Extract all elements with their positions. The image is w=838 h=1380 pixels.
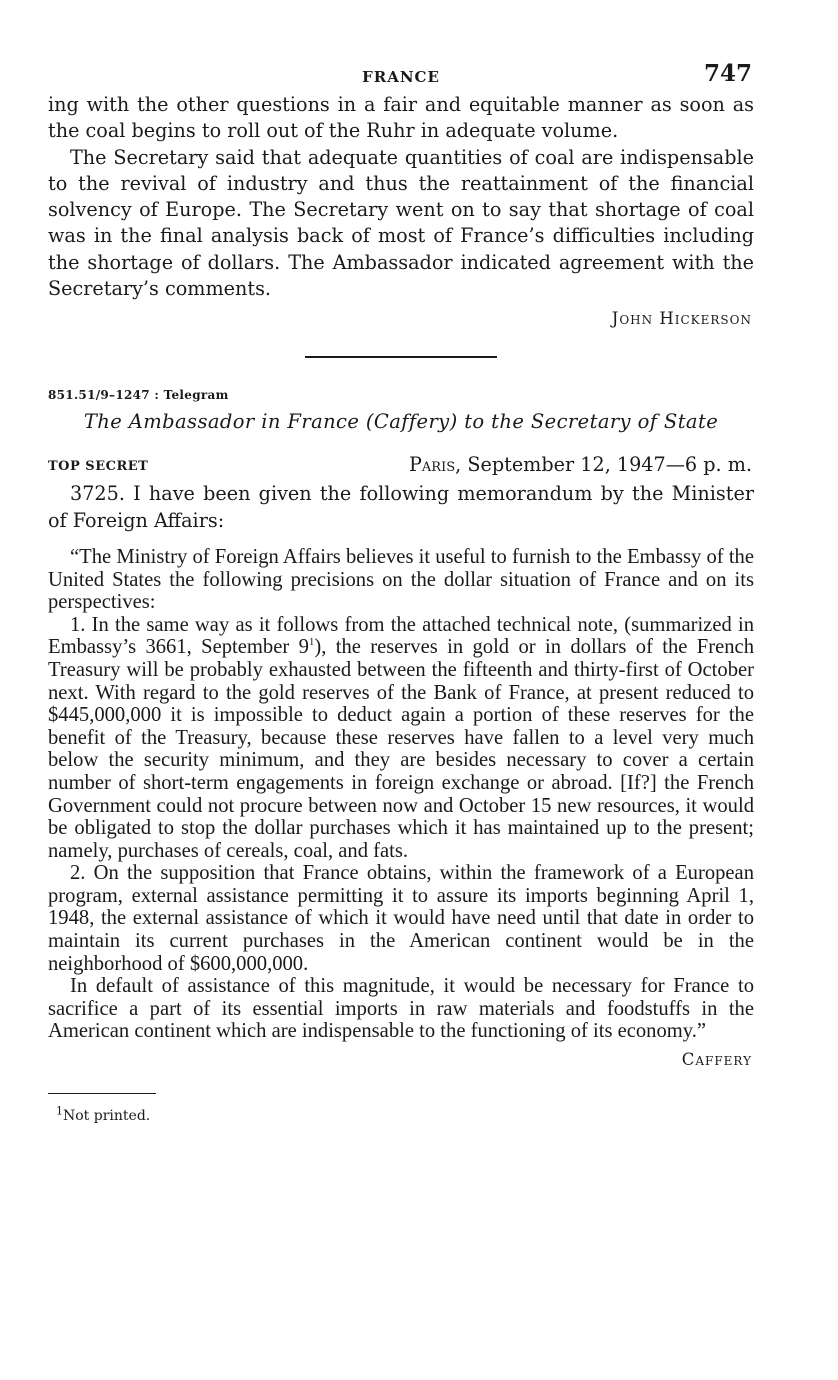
memo-signature: John Hickerson [611, 309, 752, 329]
quote-paragraph-2 [48, 614, 754, 863]
section-divider [305, 356, 497, 358]
running-head [48, 58, 754, 92]
document-page [48, 58, 754, 1124]
telegram-signature: Caffery [681, 1050, 752, 1070]
classification-label: TOP SECRET [48, 459, 149, 475]
quote-paragraph-3: 2. On the supposition that France obtains, within the framework of a European program, external assistance permitting it to assure its imports beginning April 1, 1948, the external assistance of which it would have need until that date in order to maintain its current purchases in the American continent would be in the neighborhood of $600,000,000. [48, 862, 754, 975]
quote-paragraph-1: “The Ministry of Foreign Affairs believes it useful to furnish to the Embassy of the United States the following precisions on the dollar situation of France and on its perspectives: [48, 545, 754, 614]
dateline [409, 453, 752, 476]
dateline-row [48, 453, 754, 481]
memo-paragraph-continued: ing with the other questions in a fair and equitable manner as soon as the coal begins to roll out of the Ruhr in adequate volume. [48, 93, 754, 143]
footnote-number: 1 [56, 1104, 63, 1118]
document-title: The Ambassador in France (Caffery) to the Secretary of State [83, 410, 719, 434]
dateline-date: September 12, 1947—6 p. m. [467, 453, 752, 477]
telegram-intro: 3725. I have been given the following memorandum by the Minister of Foreign Affairs: [48, 482, 754, 532]
footnote-marker: 1 [308, 636, 315, 649]
memo-paragraph: The Secretary said that adequate quantities of coal are indispensable to the revival of industry and thus the reattainment of the financial solvency of Europe. The Secretary went on to say that shortage of coal was in the final analysis back of most of France’s difficulties including the shortage of dollars. The Ambassador indicated agreement with the Secretary’s comments. [48, 145, 754, 301]
page-number: 747 [703, 60, 752, 87]
file-reference: 851.51/9–1247 : Telegram [48, 388, 229, 403]
footnote-text: Not printed. [63, 1108, 151, 1125]
footnote-rule [48, 1093, 156, 1094]
running-title: FRANCE [362, 68, 440, 86]
dateline-place: Paris, [408, 453, 462, 477]
quote-paragraph-4: In default of assistance of this magnitude, it would be necessary for France to sacrifice a part of its essential imports in raw materials and foodstuffs in the American continent which are indispensable to the functioning of its economy.” [48, 975, 754, 1043]
footnote [56, 1104, 754, 1125]
quote-paragraph-2-start: 1. In the same way as it follows from the attached technical note, (summarized in Embassy’s 3661, September 9 [48, 613, 754, 659]
quote-paragraph-2-rest: ), the reserves in gold or in dollars of the French Treasury will be probably exhausted between the fifteenth and thirty-first of October next. With regard to the gold reserves of the Bank of France, at present reduced to $445,000,000 it is impossible to deduct again a portion of these reserves for the benefit of the Treasury, because these reserves have fallen to a level very much below the security minimum, and they are besides necessary to cover a certain number of short-term engagements in foreign exchange or abroad. [If?] the French Government could not procure between now and October 15 new resources, it would be obligated to stop the dollar purchases which it has maintained up to the present; namely, purchases of cereals, coal, and fats. [48, 636, 754, 862]
